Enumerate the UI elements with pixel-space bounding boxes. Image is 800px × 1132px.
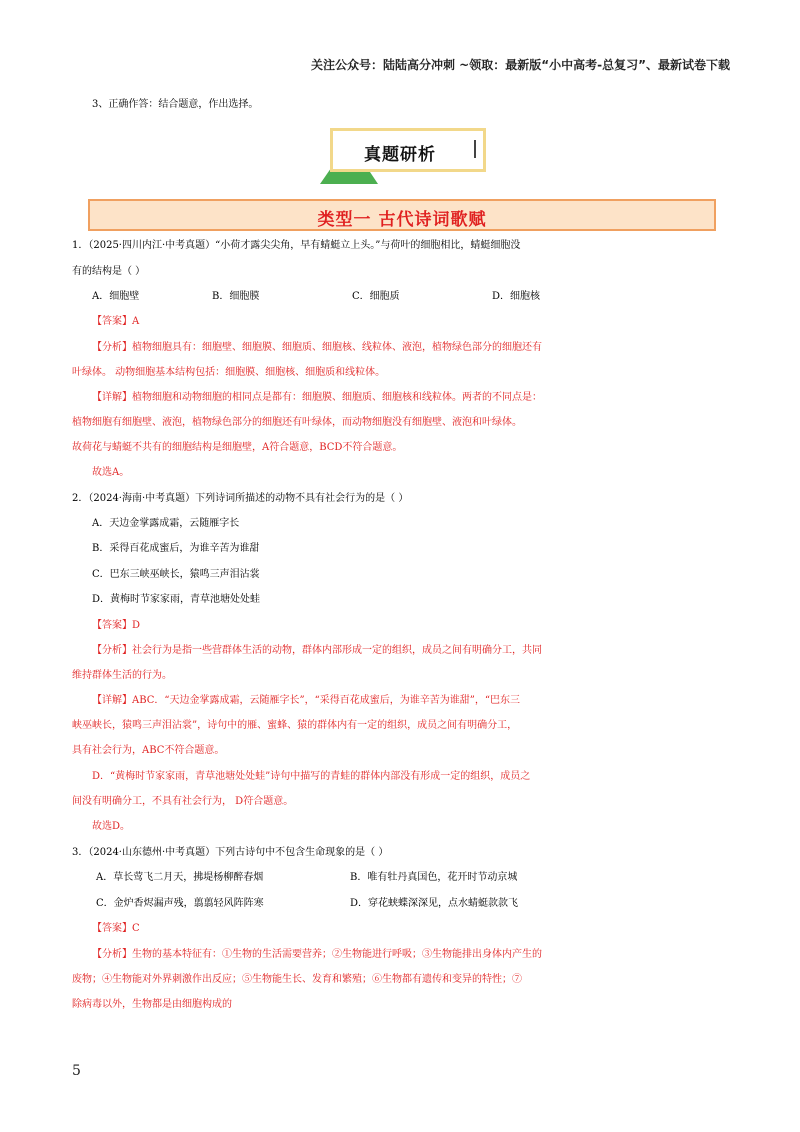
- q1-detail-tag: 【详解】: [92, 392, 132, 403]
- q2-conclusion: 故选D。: [92, 821, 131, 832]
- q1-detail-line1: [92, 388, 800, 408]
- q1-detail-text: 植物细胞和动物细胞的相同点是都有：细胞膜、细胞质、细胞核和线粒体。两者的不同点是：: [132, 392, 542, 403]
- q2-answer-tag: 【答案】: [92, 620, 132, 631]
- q2-detail-line4: D．“黄梅时节家家雨，青草池塘处处蛙”诗句中描写的青蛙的群体内部没有形成一定的组织，成员之: [92, 771, 531, 782]
- q2-answer-value: D: [132, 620, 141, 631]
- type-title: 类型一 古代诗词歌赋: [317, 210, 487, 230]
- q1-analysis-tag: 【分析】: [92, 342, 132, 353]
- q1-analysis-text: 植物细胞具有：细胞壁、细胞膜、细胞质、细胞核、线粒体、液泡，植物绿色部分的细胞还有: [132, 342, 542, 353]
- type-banner: [88, 199, 716, 231]
- q3-stem: 3．（2024·山东德州·中考真题）下列古诗句中不包含生命现象的是（ ）: [72, 847, 389, 858]
- q1-option-b: B．细胞膜: [212, 291, 260, 302]
- q2-detail-line5: 间没有明确分工，不具有社会行为， D符合题意。: [72, 796, 294, 807]
- q3-answer: [92, 919, 800, 939]
- q2-detail-tag: 【详解】: [92, 695, 132, 706]
- q1-stem-line1: 1．（2025·四川内江·中考真题）“小荷才露尖尖角，早有蜻蜓立上头。”与荷叶的细胞相比，蜻蜓细胞没: [72, 240, 521, 251]
- q2-option-d: D．黄梅时节家家雨，青草池塘处处蛙: [92, 594, 261, 605]
- q2-detail-line2: 峡巫峡长，猿鸣三声泪沾裳”，诗句中的雁、蜜蜂、猿的群体内有一定的组织，成员之间有明确分工，: [72, 720, 518, 731]
- badge-divider: [474, 140, 476, 158]
- intro-step-3: 3、正确作答：结合题意，作出选择。: [92, 99, 259, 110]
- section-badge: [320, 128, 488, 186]
- q2-analysis-line2: 维持群体生活的行为。: [72, 670, 172, 681]
- q3-option-c: C．金炉香烬漏声残，翦翦轻风阵阵寒: [96, 898, 264, 909]
- q1-stem-line2: 有的结构是（ ）: [72, 266, 146, 277]
- q2-detail-line3: 具有社会行为，ABC不符合题意。: [72, 745, 225, 756]
- page-header: 关注公众号：陆陆高分冲刺 ~领取：最新版“小中高考-总复习”、最新试卷下载: [311, 58, 730, 72]
- q1-option-a: A．细胞壁: [92, 291, 140, 302]
- q3-option-d: D．穿花蛱蝶深深见，点水蜻蜓款款飞: [350, 898, 519, 909]
- q2-analysis-line1: [92, 641, 800, 661]
- q2-option-a: A．天边金掌露成霜，云随雁字长: [92, 518, 240, 529]
- q3-analysis-line3: 除病毒以外，生物都是由细胞构成的: [72, 999, 232, 1010]
- q1-answer: [92, 312, 800, 332]
- q1-option-d: D．细胞核: [492, 291, 541, 302]
- q1-answer-value: A: [132, 316, 140, 327]
- q3-analysis-line1: [92, 945, 800, 965]
- q1-analysis-line1: [92, 338, 800, 358]
- q2-option-c: C．巴东三峡巫峡长，猿鸣三声泪沾裳: [92, 569, 260, 580]
- q1-detail-line2: 植物细胞有细胞壁、液泡，植物绿色部分的细胞还有叶绿体，而动物细胞没有细胞壁、液泡和叶绿体。: [72, 417, 522, 428]
- q2-stem: 2．（2024·海南·中考真题）下列诗词所描述的动物不具有社会行为的是（ ）: [72, 493, 409, 504]
- q3-analysis-tag: 【分析】: [92, 949, 132, 960]
- q3-analysis-line2: 废物；④生物能对外界刺激作出反应；⑤生物能生长、发育和繁殖；⑥生物都有遗传和变异的特性；⑦: [72, 974, 522, 985]
- page-number: 5: [72, 1063, 81, 1079]
- q2-detail-text: ABC．“天边金掌露成霜，云随雁字长”，“采得百花成蜜后，为谁辛苦为谁甜”，“巴东三: [132, 695, 520, 706]
- q3-option-b: B．唯有牡丹真国色，花开时节动京城: [350, 872, 518, 883]
- q2-answer: [92, 616, 800, 636]
- q3-answer-tag: 【答案】: [92, 923, 132, 934]
- q2-option-b: B．采得百花成蜜后，为谁辛苦为谁甜: [92, 543, 260, 554]
- q2-analysis-tag: 【分析】: [92, 645, 132, 656]
- q3-option-a: A．草长莺飞二月天，拂堤杨柳醉春烟: [96, 872, 264, 883]
- q3-answer-value: C: [132, 923, 140, 934]
- q2-analysis-text: 社会行为是指一些营群体生活的动物，群体内部形成一定的组织，成员之间有明确分工，共同: [132, 645, 542, 656]
- q3-analysis-text: 生物的基本特征有：①生物的生活需要营养；②生物能进行呼吸；③生物能排出身体内产生的: [132, 949, 542, 960]
- q1-analysis-line2: 叶绿体。 动物细胞基本结构包括：细胞膜、细胞核、细胞质和线粒体。: [72, 367, 386, 378]
- q1-answer-tag: 【答案】: [92, 316, 132, 327]
- q1-detail-line3: 故荷花与蜻蜓不共有的细胞结构是细胞壁，A符合题意，BCD不符合题意。: [72, 442, 403, 453]
- q2-detail-line1: [92, 691, 800, 711]
- q1-conclusion: 故选A。: [92, 467, 130, 478]
- badge-title: 真题研析: [364, 145, 436, 165]
- q1-option-c: C．细胞质: [352, 291, 400, 302]
